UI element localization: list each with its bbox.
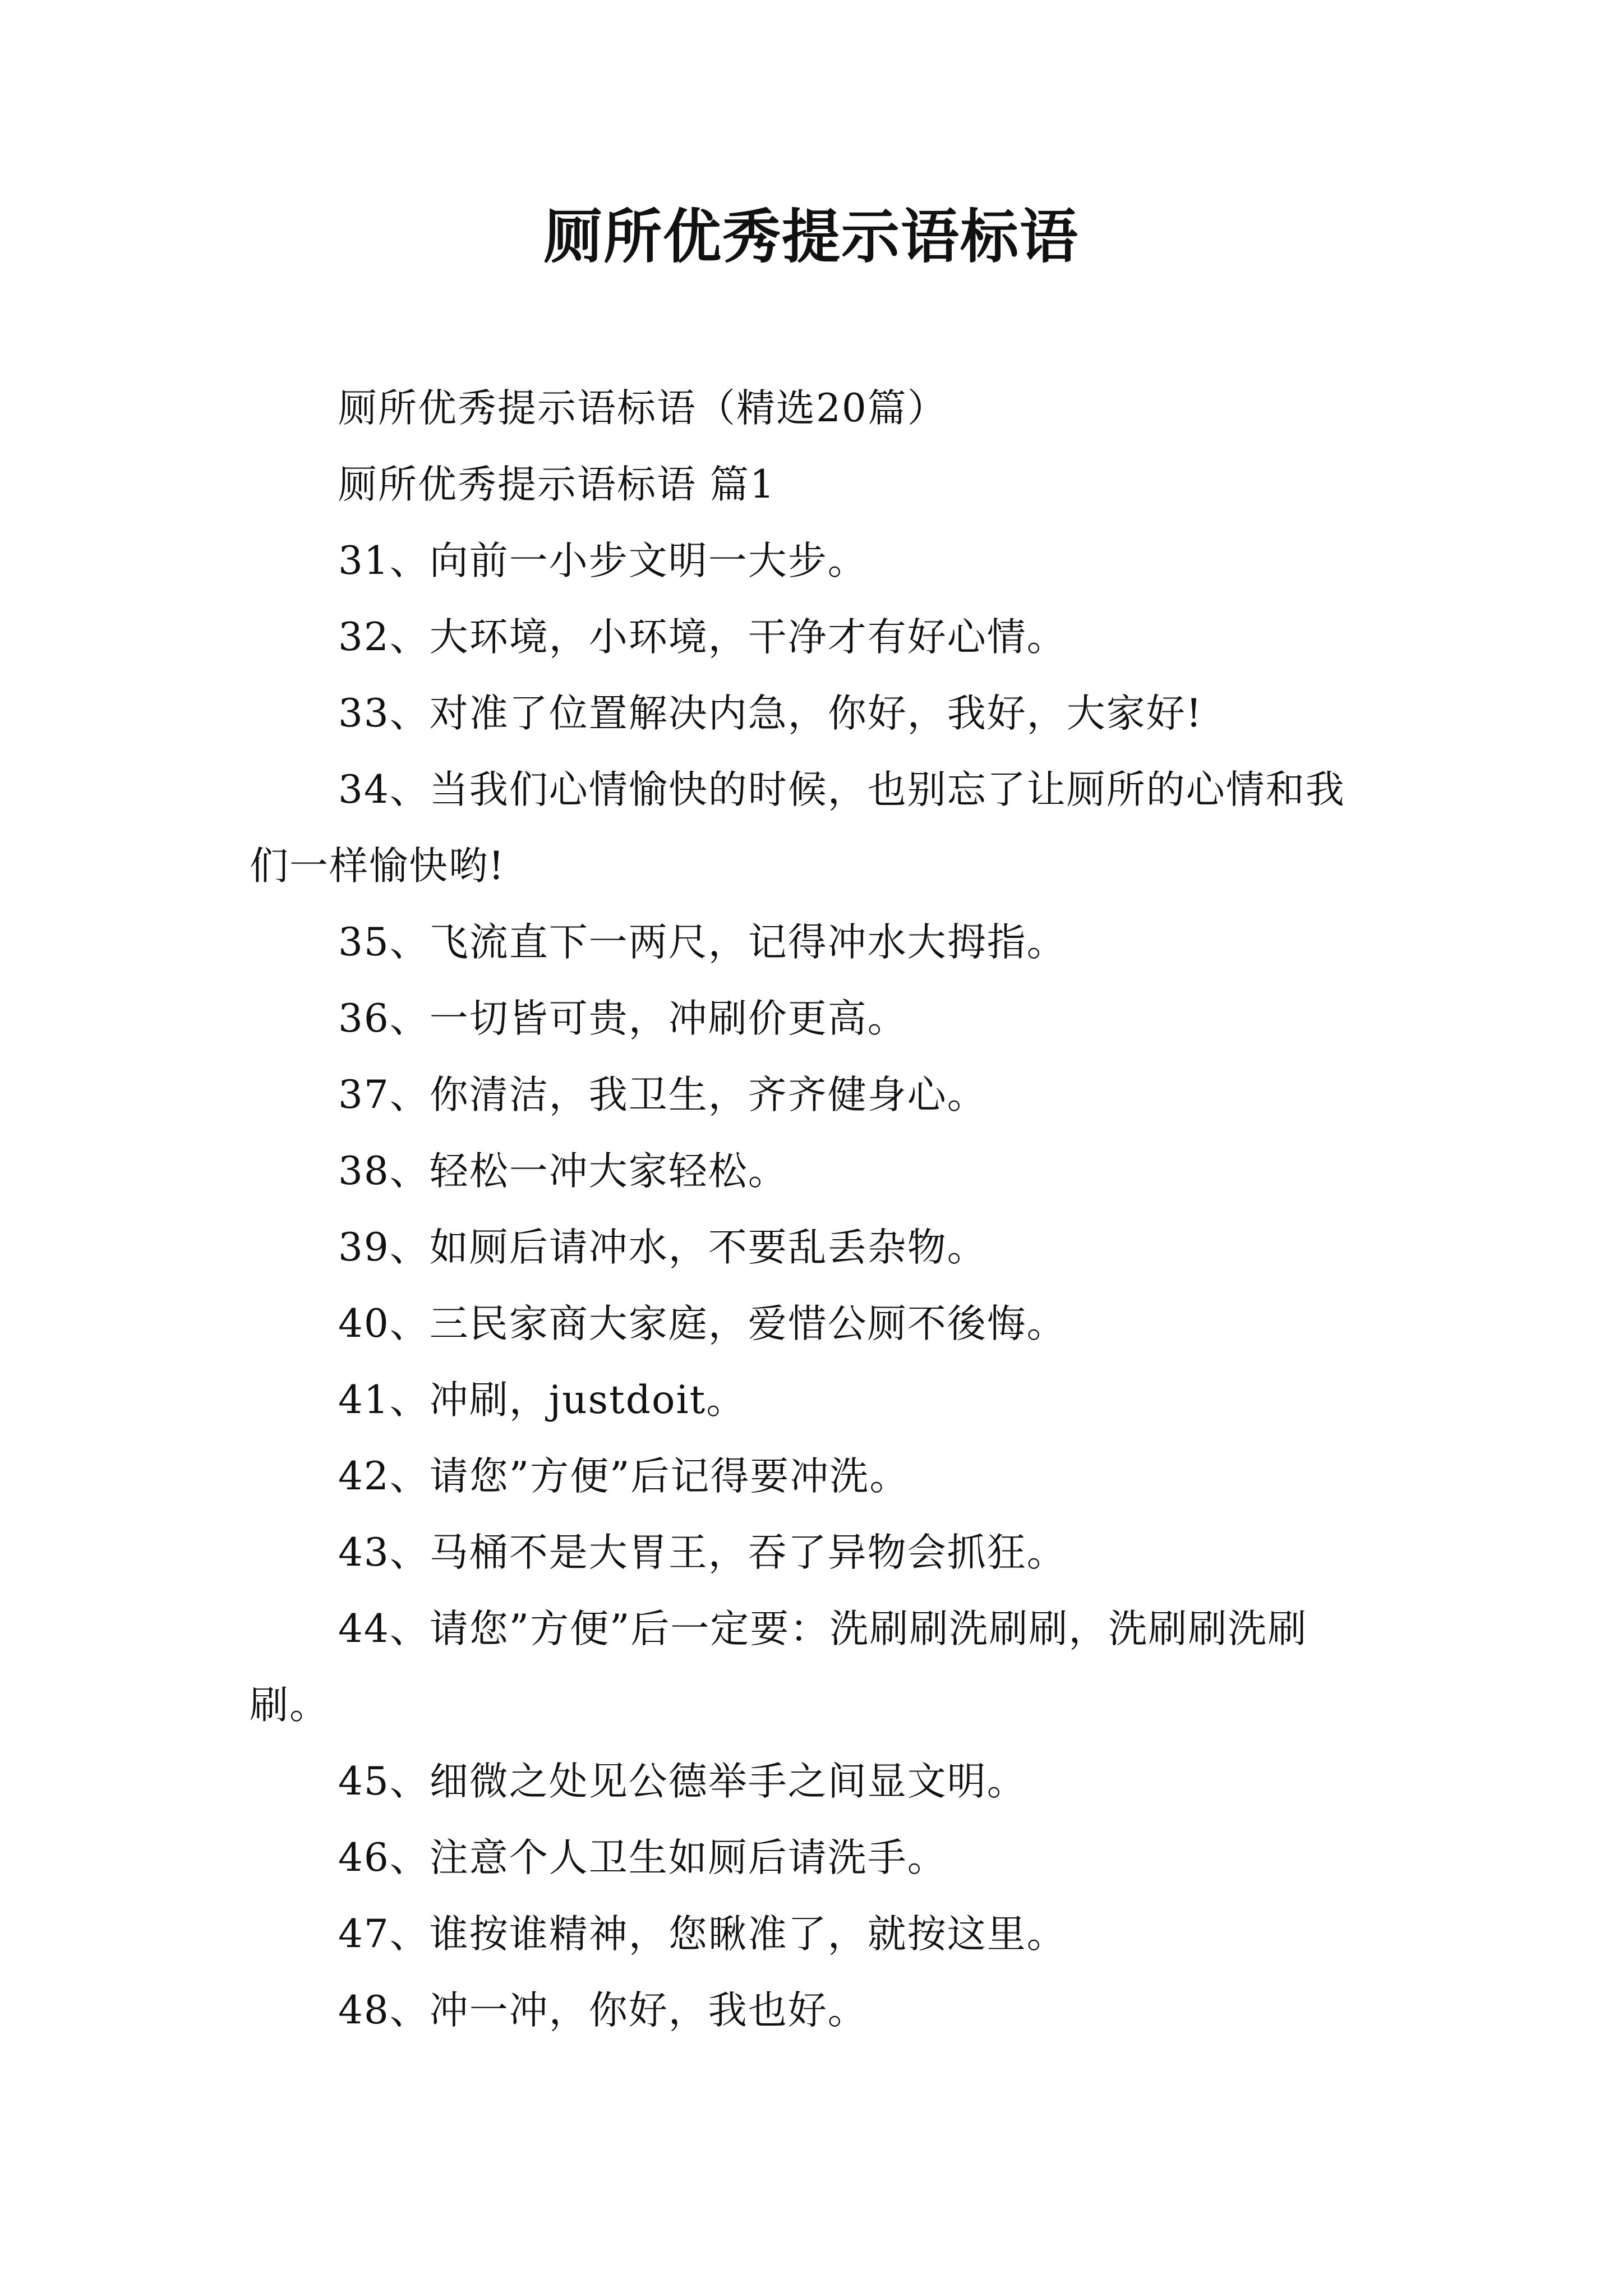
slogan-item: 34、当我们心情愉快的时候，也别忘了让厕所的心情和我们一样愉快哟!: [250, 767, 1345, 889]
slogan-item: 42、请您”方便”后记得要冲洗。: [338, 1454, 910, 1499]
slogan-item: 45、细微之处见公德举手之间显文明。: [338, 1759, 1027, 1804]
subtitle-paragraph: 厕所优秀提示语标语（精选20篇）: [338, 386, 947, 431]
slogan-item: 39、如厕后请冲水，不要乱丢杂物。: [338, 1225, 987, 1270]
slogan-item: 44、请您”方便”后一定要：洗刷刷洗刷刷，洗刷刷洗刷刷。: [250, 1607, 1308, 1728]
slogan-item: 41、冲刷，justdoit。: [338, 1378, 746, 1423]
slogan-item: 35、飞流直下一两尺，记得冲水大拇指。: [338, 920, 1067, 965]
slogan-item: 43、马桶不是大胃王，吞了异物会抓狂。: [338, 1530, 1067, 1575]
slogan-item: 47、谁按谁精神，您瞅准了，就按这里。: [338, 1912, 1067, 1957]
slogan-item: 37、你清洁，我卫生，齐齐健身心。: [338, 1073, 987, 1117]
slogan-item: 33、对准了位置解决内急，你好，我好，大家好!: [338, 691, 1203, 736]
slogan-item: 46、注意个人卫生如厕后请洗手。: [338, 1835, 947, 1880]
slogan-item: 36、一切皆可贵，冲刷价更高。: [338, 996, 907, 1041]
slogan-item: 48、冲一冲，你好，我也好。: [338, 1988, 868, 2033]
slogan-item: 32、大环境，小环境，干净才有好心情。: [338, 615, 1067, 660]
slogan-item: 38、轻松一冲大家轻松。: [338, 1149, 788, 1194]
document-body: [250, 370, 1382, 2049]
slogan-item: 31、向前一小步文明一大步。: [338, 539, 868, 583]
document-title: 厕所优秀提示语标语: [543, 202, 1079, 271]
section-heading: 厕所优秀提示语标语 篇1: [338, 462, 776, 507]
slogan-item: 40、三民家商大家庭，爱惜公厕不後悔。: [338, 1301, 1067, 1346]
